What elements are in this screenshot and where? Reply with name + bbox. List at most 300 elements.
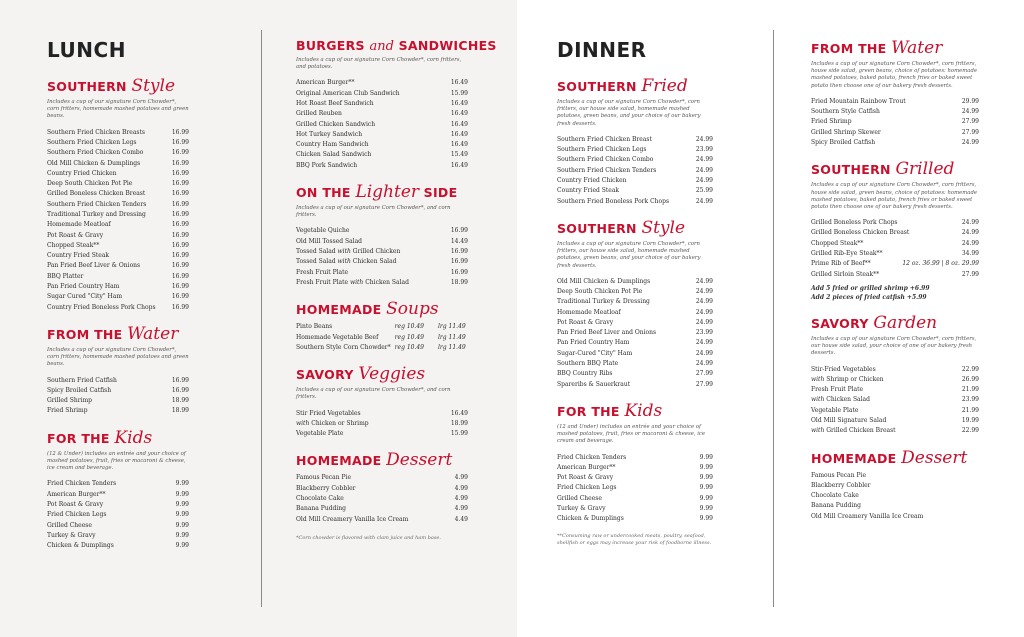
menu-item: [296, 504, 468, 514]
item-price: 12 oz. 36.99 | 8 oz. 29.99: [902, 260, 979, 268]
item-name: Chicken & Dumplings: [557, 515, 624, 523]
menu-item: [557, 359, 713, 369]
item-name: Fried Shrimp: [811, 118, 852, 126]
item-price: 16.99: [171, 190, 189, 198]
menu-item: [811, 426, 979, 436]
menu-item: [557, 473, 713, 483]
item-price: 16.99: [171, 241, 189, 249]
menu-item: [557, 494, 713, 504]
item-name: Pot Roast & Gravy: [47, 500, 104, 508]
item-name: Fried Chicken Legs: [47, 511, 107, 519]
menu-item: [557, 197, 713, 207]
addon-shrimp: Add 5 fried or grilled shrimp +6.99: [811, 284, 930, 292]
menu-item: [557, 380, 713, 390]
item-name: Grilled Boneless Chicken Breast: [47, 190, 146, 198]
item-price: 27.99: [695, 380, 713, 388]
lunch-left-column: [47, 38, 189, 562]
item-name: Southern Style Corn Chowder*: [296, 343, 391, 351]
item-price: 16.99: [450, 248, 468, 256]
item-name: Vegetable Plate: [811, 406, 859, 414]
item-price: 24.99: [695, 177, 713, 184]
item-price: 24.99: [961, 219, 979, 227]
menu-item: [557, 338, 713, 348]
item-name: Southern BBQ Plate: [557, 360, 619, 368]
item-price: 16.99: [171, 272, 189, 280]
menu-item: [296, 343, 468, 353]
menu-item: [47, 200, 189, 210]
item-name: Country Ham Sandwich: [296, 141, 369, 149]
menu-item: [557, 349, 713, 359]
menu-item: [811, 512, 979, 522]
item-name: Grilled Chicken Sandwich: [296, 120, 376, 128]
item-price: 16.99: [171, 169, 189, 177]
menu-item: [296, 150, 468, 160]
item-price: 16.99: [171, 128, 189, 136]
dinner-dessert: [811, 448, 979, 522]
item-price: 16.49: [450, 79, 468, 87]
section-description: Includes a cup of our signature Corn Chowder*, corn fritters, house side salad, green beans, choice of potatoes: homemade mashed potatoes, baked potato, french fries or baked sweet potato then choose one of our bakery fresh desserts.: [811, 182, 977, 210]
dinner-savory-garden: [811, 313, 979, 437]
item-name: Fresh Fruit Plate: [296, 268, 349, 276]
item-price: 14.49: [450, 237, 468, 245]
menu-item: [811, 471, 979, 481]
item-name: Grilled Cheese: [47, 521, 92, 529]
item-name: Southern Fried Chicken Combo: [557, 156, 654, 164]
menu-item: [47, 490, 189, 500]
item-name: Turkey & Gravy: [557, 505, 606, 513]
item-price: 9.99: [699, 515, 713, 523]
item-price: 24.99: [695, 318, 713, 326]
section-title: HOMEMADE Dessert: [296, 450, 453, 471]
item-price: 24.99: [695, 277, 713, 285]
item-name: Grilled Shrimp Skewer: [811, 128, 881, 136]
item-name: Southern Fried Chicken Legs: [557, 146, 647, 154]
item-name: Pinto Beans: [296, 323, 333, 331]
item-name: Southern Fried Chicken Combo: [47, 149, 144, 157]
menu-item: [296, 99, 468, 109]
menu-item: [811, 395, 979, 405]
menu-item: [811, 97, 979, 107]
item-name: Hot Roast Beef Sandwich: [296, 100, 374, 107]
item-price: 16.99: [171, 149, 189, 157]
item-name: Country Fried Boneless Pork Chops: [47, 303, 156, 311]
menu-item: [296, 278, 468, 288]
item-price-large: lrg 11.49: [438, 323, 466, 331]
menu-item: [47, 169, 189, 179]
item-price: 4.99: [454, 484, 468, 492]
item-price: 22.99: [961, 365, 979, 373]
item-name: Old Mill Creamery Vanilla Ice Cream: [811, 512, 924, 520]
item-name: BBQ Country Ribs: [557, 370, 613, 378]
item-name: Banana Pudding: [296, 505, 346, 513]
item-name: with Grilled Chicken Breast: [811, 427, 896, 435]
item-price: 16.99: [450, 268, 468, 276]
item-price: 4.99: [454, 474, 468, 482]
menu-item: [811, 259, 979, 269]
item-name: with Shrimp or Chicken: [811, 375, 884, 383]
item-price: 9.99: [699, 453, 713, 461]
menu-item: [557, 277, 713, 287]
section-description: Includes a cup of our signature Corn Chowder*, corn fritters, our house side salad, your choice of one of our bakery fresh desserts.: [811, 335, 977, 357]
item-name: with Chicken Salad: [811, 396, 870, 404]
item-price: 24.99: [695, 360, 713, 368]
menu-item: [557, 308, 713, 318]
item-name: Old Mill Tossed Salad: [296, 237, 363, 245]
addon-catfish: Add 2 pieces of fried catfish +5.99: [811, 293, 927, 301]
item-price: 18.99: [171, 397, 189, 405]
section-description: Includes a cup of our signature Corn Chowder*, and corn fritters.: [296, 387, 451, 401]
dinner-for-the-kids: [557, 401, 713, 547]
menu-item: [811, 385, 979, 395]
item-price: 27.99: [961, 128, 979, 136]
item-name: Country Fried Chicken: [47, 169, 117, 177]
section-description: Includes a cup of our signature Corn Chowder*, corn fritters, house side salad, green beans, choice of potatoes: homemade mashed potatoes, baked potato, french fries or baked sweet potato then choose one of our bakery fresh desserts.: [811, 61, 977, 89]
item-price: 9.99: [175, 511, 189, 519]
menu-item: [47, 541, 189, 551]
item-name: Southern Fried Boneless Pork Chops: [557, 197, 670, 205]
item-name: Old Mill Creamery Vanilla Ice Cream: [296, 515, 409, 523]
item-price: 29.99: [961, 97, 979, 105]
item-price: 18.99: [450, 278, 468, 286]
menu-item: [811, 270, 979, 280]
menu-item: [47, 272, 189, 282]
column-divider: [261, 30, 262, 607]
item-name: Stir-Fried Vegetables: [811, 365, 876, 373]
item-price-regular: reg 10.49: [394, 343, 424, 351]
section-title: FOR THE Kids: [557, 400, 663, 421]
item-price: 24.99: [695, 156, 713, 164]
item-price: 9.99: [175, 500, 189, 508]
item-price: 18.99: [171, 407, 189, 415]
item-price: 24.99: [961, 108, 979, 116]
item-price: 16.49: [450, 130, 468, 138]
item-price: 16.99: [171, 386, 189, 394]
item-price: 16.99: [171, 293, 189, 301]
item-name: Grilled Rib-Eye Steak**: [811, 250, 883, 257]
item-price: 9.99: [699, 484, 713, 492]
item-price: 24.99: [695, 308, 713, 316]
item-price-large: lrg 11.49: [438, 343, 466, 351]
menu-item: [811, 481, 979, 491]
menu-item: [557, 176, 713, 186]
item-name: Southern Style Catfish: [811, 108, 880, 116]
item-name: Banana Pudding: [811, 502, 861, 510]
item-price: 16.99: [171, 252, 189, 260]
lunch-burgers: [296, 38, 497, 171]
menu-item: [296, 419, 468, 429]
item-price: 16.49: [450, 409, 468, 417]
item-name: Pan Fried Beef Liver and Onions: [557, 329, 657, 337]
item-name: Sugar-Cured "City" Ham: [557, 349, 633, 357]
item-name: Spicy Broiled Catfish: [47, 386, 112, 394]
dinner-right-column: [811, 38, 979, 533]
section-description: Includes a cup of our signature Corn Chowder*, corn fritters, homemade mashed potatoes and green beans.: [47, 346, 189, 368]
item-price: 16.49: [450, 161, 468, 169]
item-name: Old Mill Chicken & Dumplings: [47, 159, 141, 167]
menu-item: [296, 484, 468, 494]
item-name: Chocolate Cake: [811, 492, 859, 500]
dinner-left-column: [557, 38, 713, 558]
menu-item: [47, 531, 189, 541]
item-name: Southern Fried Chicken Tenders: [47, 200, 147, 208]
dinner-southern-grilled: [811, 159, 979, 302]
menu-item: [811, 228, 979, 238]
lunch-southern-style: [47, 76, 189, 313]
item-name: Fried Shrimp: [47, 407, 88, 415]
section-title: SOUTHERN Style: [557, 217, 686, 238]
item-name: Old Mill Signature Salad: [811, 416, 887, 424]
item-name: Fried Chicken Tenders: [557, 453, 627, 461]
item-name: Fresh Fruit Plate: [811, 386, 864, 394]
item-price: 27.99: [961, 118, 979, 126]
menu-item: [557, 369, 713, 379]
menu-item: [811, 107, 979, 117]
menu-item: [811, 365, 979, 375]
section-title: HOMEMADE Dessert: [811, 447, 968, 468]
item-price: 24.99: [695, 197, 713, 205]
menu-item: [557, 318, 713, 328]
item-price: 9.99: [699, 463, 713, 471]
item-price: 9.99: [175, 490, 189, 498]
menu-item: [811, 128, 979, 138]
item-name: Pan Fried Beef Liver & Onions: [47, 262, 141, 270]
item-price: 24.99: [695, 339, 713, 347]
item-price: 16.99: [171, 231, 189, 239]
menu-item: [811, 416, 979, 426]
menu-item: [811, 491, 979, 501]
item-name: Pan Fried Country Ham: [557, 339, 630, 347]
item-name: Original American Club Sandwich: [296, 89, 400, 97]
menu-item: [47, 396, 189, 406]
menu-item: [296, 161, 468, 171]
item-price: 16.49: [450, 110, 468, 118]
section-title: SOUTHERN Style: [47, 76, 176, 96]
item-price: 21.99: [961, 386, 979, 394]
item-name: Chopped Steak**: [811, 239, 864, 247]
item-price: 16.99: [171, 303, 189, 311]
menu-item: [557, 166, 713, 176]
menu-item: [811, 375, 979, 385]
menu-item: [47, 241, 189, 251]
section-title: FROM THE Water: [47, 323, 179, 344]
menu-item: [296, 237, 468, 247]
section-title: BURGERS and SANDWICHES: [296, 38, 497, 54]
item-name: Country Fried Steak: [557, 187, 620, 195]
item-name: Grilled Reuben: [296, 110, 342, 118]
item-name: Fresh Fruit Plate with Chicken Salad: [296, 278, 409, 286]
item-name: Chocolate Cake: [296, 495, 344, 503]
item-price: 15.49: [450, 151, 468, 159]
section-description: Includes a cup of our signature Corn Chowder*, corn fritters, homemade mashed potatoes and green beans.: [47, 99, 189, 120]
item-name: Tossed Salad with Grilled Chicken: [296, 248, 401, 256]
menu-item: [557, 297, 713, 307]
item-price: 9.99: [699, 494, 713, 502]
item-name: Grilled Sirloin Steak**: [811, 270, 880, 278]
item-price: 16.99: [171, 283, 189, 291]
item-price: 4.99: [454, 505, 468, 513]
item-name: Chicken Salad Sandwich: [296, 151, 372, 159]
item-name: American Burger**: [557, 463, 616, 471]
item-name: Prime Rib of Beef**: [811, 260, 871, 268]
item-price: 15.99: [450, 89, 468, 97]
item-price: 24.99: [695, 135, 713, 143]
menu-item: [811, 239, 979, 249]
item-name: Pot Roast & Gravy: [557, 474, 614, 482]
dinner-title: DINNER: [557, 38, 647, 62]
item-name: Grilled Boneless Chicken Breast: [811, 229, 910, 237]
menu-item: [557, 504, 713, 514]
item-price: 9.99: [175, 480, 189, 488]
item-price: 34.99: [961, 250, 979, 257]
section-title: FOR THE Kids: [47, 427, 153, 448]
section-title: SOUTHERN Fried: [557, 76, 688, 96]
item-price: 16.49: [450, 100, 468, 107]
item-name: Grilled Boneless Pork Chops: [811, 219, 898, 227]
menu-item: [47, 189, 189, 199]
item-price: 16.99: [171, 138, 189, 146]
menu-item: [557, 155, 713, 165]
item-name: Old Mill Chicken & Dumplings: [557, 277, 651, 285]
item-name: Traditional Turkey and Dressing: [47, 210, 146, 218]
menu-item: [811, 501, 979, 511]
menu-item: [296, 120, 468, 130]
menu-item: [557, 287, 713, 297]
item-name: Turkey & Gravy: [47, 531, 96, 539]
item-name: American Burger**: [47, 490, 106, 498]
menu-item: [557, 186, 713, 196]
item-name: Deep South Chicken Pot Pie: [557, 288, 643, 295]
menu-item: [47, 406, 189, 416]
menu-item: [47, 220, 189, 230]
item-price: 16.99: [450, 258, 468, 266]
section-description: Includes a cup of our signature Corn Chowder*, corn fritters, our house side salad, homemade mashed potatoes, green beans, and your choice of our bakery fresh desserts.: [557, 99, 701, 127]
item-name: Southern Fried Catfish: [47, 376, 117, 384]
item-price: 16.99: [171, 210, 189, 218]
item-price-large: lrg 11.49: [438, 333, 466, 341]
menu-item: [47, 261, 189, 271]
item-name: Chicken & Dumplings: [47, 542, 114, 550]
item-name: with Chicken or Shrimp: [296, 419, 369, 427]
item-name: Famous Pecan Pie: [296, 474, 352, 482]
menu-item: [296, 78, 468, 88]
menu-item: [811, 117, 979, 127]
menu-item: [296, 140, 468, 150]
menu-item: [557, 463, 713, 473]
item-price: 23.99: [695, 146, 713, 154]
menu-item: [47, 282, 189, 292]
section-title: ON THE Lighter SIDE: [296, 182, 458, 203]
lunch-lighter-side: [296, 182, 468, 288]
item-name: Homemade Meatloaf: [47, 221, 111, 229]
item-name: Southern Fried Chicken Tenders: [557, 166, 657, 174]
item-name: Spareribs & Sauerkraut: [557, 380, 631, 388]
item-name: Vegetable Plate: [296, 430, 344, 438]
dinner-southern-fried: [557, 76, 713, 207]
item-name: Sugar Cured "City" Ham: [47, 293, 123, 301]
section-title: SAVORY Veggies: [296, 364, 426, 385]
menu-item: [47, 148, 189, 158]
menu-item: [47, 251, 189, 261]
lunch-title: LUNCH: [47, 38, 126, 62]
menu-item: [296, 429, 468, 439]
menu-item: [47, 376, 189, 386]
item-price: 16.99: [171, 180, 189, 188]
lunch-right-column: [296, 38, 497, 553]
item-name: Spicy Broiled Catfish: [811, 139, 876, 146]
menu-item: [557, 135, 713, 145]
item-name: Pot Roast & Gravy: [47, 231, 104, 239]
lunch-soups: [296, 299, 468, 353]
menu-item: [47, 138, 189, 148]
menu-item: [557, 145, 713, 155]
menu-item: [296, 89, 468, 99]
menu-item: [557, 483, 713, 493]
section-description: (12 and Under) includes an entrée and your choice of mashed potatoes, fruit, fries or macaroni & cheese, ice cream and beverage.: [557, 423, 706, 445]
menu-item: [47, 210, 189, 220]
item-price: 16.99: [171, 376, 189, 384]
item-price-regular: reg 10.49: [394, 323, 424, 331]
menu-item: [47, 386, 189, 396]
lunch-from-the-water: [47, 324, 189, 417]
menu-item: [47, 128, 189, 138]
menu-item: [47, 292, 189, 302]
item-name: Fried Mountain Rainbow Trout: [811, 97, 906, 105]
section-title: FROM THE Water: [811, 38, 943, 58]
menu-item: [47, 479, 189, 489]
item-price: 4.49: [454, 515, 468, 523]
item-price: 9.99: [175, 521, 189, 529]
column-divider: [773, 30, 774, 607]
item-name: Fried Chicken Tenders: [47, 480, 117, 488]
item-price: 27.99: [961, 270, 979, 278]
chowder-note: *Corn chowder is flavored with clam juice and ham base.: [296, 534, 441, 541]
lunch-for-the-kids: [47, 428, 189, 552]
menu-item: [47, 500, 189, 510]
item-price: 16.99: [171, 221, 189, 229]
item-price: 23.99: [961, 396, 979, 404]
item-price: 24.99: [695, 166, 713, 174]
menu-item: [47, 303, 189, 313]
menu-item: [47, 231, 189, 241]
item-price: 9.99: [175, 542, 189, 550]
item-price: 9.99: [175, 531, 189, 539]
section-description: Includes a cup of our signature Corn Chowder*, and corn fritters.: [296, 205, 451, 219]
item-name: Country Fried Steak: [47, 252, 110, 260]
item-price: 24.99: [695, 288, 713, 295]
item-price: 27.99: [695, 370, 713, 378]
menu-item: [296, 515, 468, 525]
item-price: 9.99: [699, 474, 713, 482]
item-price: 19.99: [961, 416, 979, 424]
item-name: Fried Chicken Legs: [557, 484, 617, 492]
menu-item: [811, 406, 979, 416]
item-name: Chopped Steak**: [47, 241, 100, 249]
menu-item: [47, 510, 189, 520]
item-name: Blackberry Cobbler: [296, 484, 356, 492]
item-name: Hot Turkey Sandwich: [296, 130, 363, 138]
item-name: Stir Fried Vegetables: [296, 409, 361, 417]
item-price: 23.99: [695, 329, 713, 337]
item-price: 21.99: [961, 406, 979, 414]
section-description: Includes a cup of our signature Corn Chowder*, corn fritters, and potatoes.: [296, 57, 462, 71]
item-price: 16.99: [450, 227, 468, 235]
item-price: 24.99: [695, 349, 713, 357]
menu-item: [557, 514, 713, 524]
food-safety-note: **Consuming raw or undercooked meats, poultry, seafood, shellfish or eggs may increase your risk of foodborne illness.: [557, 532, 712, 546]
item-name: American Burger**: [296, 79, 355, 87]
item-name: Deep South Chicken Pot Pie: [47, 180, 133, 188]
item-name: Southern Fried Chicken Breast: [557, 135, 652, 143]
